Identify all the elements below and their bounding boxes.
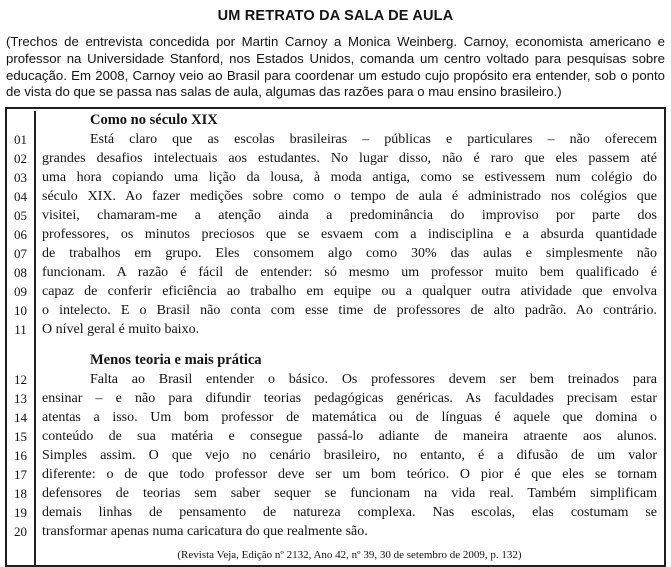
line-text: conteúdo de sua matéria e consegue passá-lo adiante de maneira atraente aos alunos. xyxy=(42,429,657,445)
line-number: 14 xyxy=(7,408,36,427)
passage-line-row xyxy=(7,206,664,225)
line-text: Está claro que as escolas brasileiras – públicas e particulares – não oferecem xyxy=(90,132,657,148)
line-text: Falta ao Brasil entender o básico. Os professores devem ser bem treinados para xyxy=(90,372,657,388)
line-text: atentas a isso. Um bom professor de matemática ou de línguas é aquele que domina o xyxy=(42,410,657,426)
line-text: grandes desafios intelectuais aos estudantes. No lugar disso, não é raro que eles passem até xyxy=(42,151,657,167)
line-text: funcionam. A razão é fácil de entender: só mesmo um professor muito bem qualificado é xyxy=(42,265,657,281)
line-text: ensinar – e não para difundir teorias pedagógicas genéricas. As faculdades precisam estar xyxy=(42,391,657,407)
passage-line-row xyxy=(7,168,664,187)
line-number: 06 xyxy=(7,225,36,244)
line-number-cell xyxy=(7,111,36,130)
line-text: Simples assim. O que vejo no cenário brasileiro, no entanto, é a difusão de um valor xyxy=(42,448,657,464)
line-number-cell xyxy=(7,339,36,351)
passage-line-row xyxy=(7,263,664,282)
section-heading-row xyxy=(7,111,664,130)
line-number: 18 xyxy=(7,484,36,503)
passage-rows xyxy=(7,111,664,565)
line-number: 03 xyxy=(7,168,36,187)
line-number: 11 xyxy=(7,320,36,339)
passage-line-row xyxy=(7,370,664,389)
line-text: diferente: o de que todo professor deve ser um bom teórico. O pior é que eles se tornam xyxy=(42,467,657,483)
line-number: 16 xyxy=(7,446,36,465)
blank-cell xyxy=(36,339,664,351)
line-number: 01 xyxy=(7,130,36,149)
line-number: 05 xyxy=(7,206,36,225)
section-heading: Menos teoria e mais prática xyxy=(90,352,262,369)
intro-paragraph: (Trechos de entrevista concedida por Martin Carnoy a Monica Weinberg. Carnoy, economista americano e professor na Universidade Stanford, nos Estados Unidos, comanda um centro voltado para pesquisas sobre educação. Em 2008, Carnoy veio ao Brasil para coordenar um estudo cujo propósito era entender, sob o ponto de vista do que se passa nas salas de aula, algumas das razões para o mau ensino brasileiro.) xyxy=(6,34,665,100)
line-text: visitei, chamaram-me a atenção ainda a predominância do improviso por parte dos xyxy=(42,208,657,224)
line-number: 04 xyxy=(7,187,36,206)
line-number-cell xyxy=(7,351,36,370)
line-text: O nível geral é muito baixo. xyxy=(42,322,200,338)
passage-line-row xyxy=(7,244,664,263)
line-text: defensores de teorias sem saber sequer se funcionam na vida real. Também simplificam xyxy=(42,486,657,502)
line-text: século XIX. Ao fazer medições sobre como o tempo de aula é administrado nos colégios que xyxy=(42,189,657,205)
line-number: 13 xyxy=(7,389,36,408)
passage-line-row xyxy=(7,282,664,301)
section-heading: Como no século XIX xyxy=(90,112,218,129)
line-number-cell xyxy=(7,547,36,565)
section-heading-row xyxy=(7,351,664,370)
line-number: 12 xyxy=(7,370,36,389)
passage-line-row xyxy=(7,522,664,541)
line-text: professores, os minutos preciosos que se esvaem com a indisciplina e a absurda quantidade xyxy=(42,227,657,243)
line-text: o intelecto. E o Brasil não conta com esse time de professores de alto padrão. Ao contrário. xyxy=(42,303,657,319)
line-text: demais linhas de pensamento de natureza complexa. Nas escolas, elas costumam se xyxy=(42,505,657,521)
line-number: 19 xyxy=(7,503,36,522)
line-number: 10 xyxy=(7,301,36,320)
line-number: 17 xyxy=(7,465,36,484)
passage-line-row xyxy=(7,149,664,168)
passage-line-row xyxy=(7,389,664,408)
passage-line-row xyxy=(7,427,664,446)
passage-line-row xyxy=(7,301,664,320)
line-number: 02 xyxy=(7,149,36,168)
line-number: 07 xyxy=(7,244,36,263)
line-number: 15 xyxy=(7,427,36,446)
passage-line-row xyxy=(7,225,664,244)
passage-box xyxy=(5,107,666,567)
citation-row xyxy=(7,547,664,565)
line-text: capaz de conferir eficiência ao trabalho em equipe ou a qualquer outra atividade que envolva xyxy=(42,284,657,300)
line-text: de trabalhos em grupo. Eles consomem algo como 30% das aulas e simplesmente não xyxy=(42,246,657,262)
citation-text: (Revista Veja, Edição nº 2132, Ano 42, nº 39, 30 de setembro de 2009, p. 132) xyxy=(177,549,522,562)
blank-row xyxy=(7,339,664,351)
passage-line-row xyxy=(7,446,664,465)
line-number: 20 xyxy=(7,522,36,541)
passage-line-row xyxy=(7,320,664,339)
line-text: transformar apenas numa caricatura do que realmente são. xyxy=(42,524,368,540)
passage-line-row xyxy=(7,503,664,522)
passage-line-row xyxy=(7,484,664,503)
passage-line-row xyxy=(7,130,664,149)
passage-line-row xyxy=(7,465,664,484)
passage-line-row xyxy=(7,408,664,427)
page-title: UM RETRATO DA SALA DE AULA xyxy=(217,8,454,24)
line-number: 08 xyxy=(7,263,36,282)
passage-line-row xyxy=(7,187,664,206)
line-number: 09 xyxy=(7,282,36,301)
line-text: uma hora copiando uma lição da lousa, à moda antiga, como se estivessem num colégio do xyxy=(42,170,657,186)
